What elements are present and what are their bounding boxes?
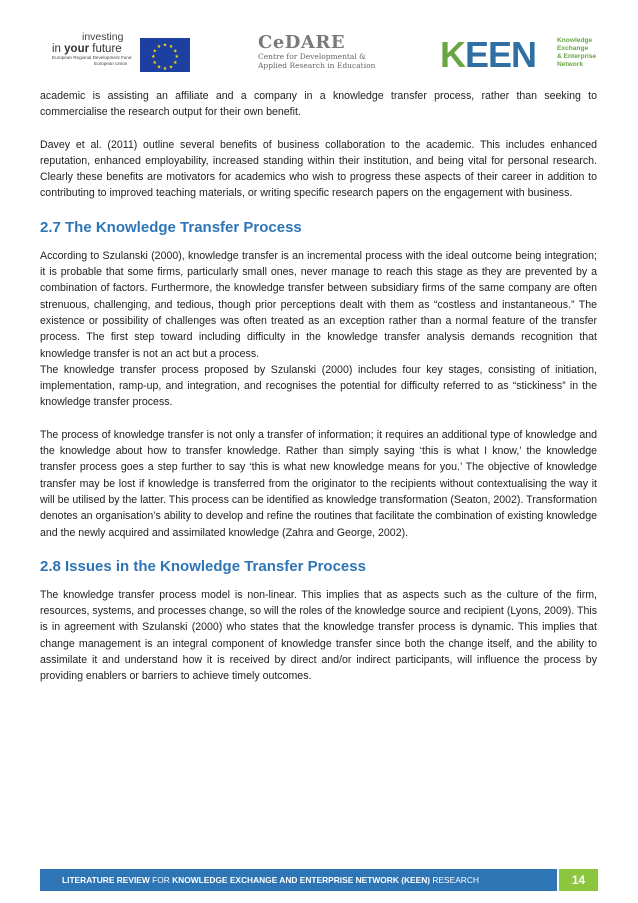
paragraph-gap [40,202,597,218]
investing-logo-text [52,32,138,67]
svg-text:★: ★ [168,44,174,50]
footer-title-part4: RESEARCH [430,875,479,885]
paragraph-gap [40,541,597,557]
investing-logo-your: your [64,43,90,55]
paragraph-gap [40,577,597,587]
document-body [40,88,597,685]
paragraph-3: According to Szulanski (2000), knowledge transfer is an incremental process with the ideal outcome being integration; it is probable that some firms, particularly small ones, never manage to reach this stage as they are prevented by a combination of factors. Furthermore, the knowledge transfer between subsidiary firms of the same company are often strenuous, challenging, and tedious, though prior perceptions dealt with them as “costless and instantaneous.” The existence or possibility of challenges was often treated as an exception rather than a normal feature of the transfer process. The first step toward including difficulty in the knowledge transfer analysis demands recognition that knowledge transfer is not an act but a process. [40,249,597,360]
paragraph-gap [40,411,597,427]
investing-logo-in: in [52,43,65,55]
svg-text:★: ★ [168,64,174,71]
cedare-logo-subtitle-2: Applied Research in Education [258,61,376,70]
page-header [0,0,638,90]
keen-logo [440,36,600,76]
svg-text:★: ★ [156,64,162,71]
footer-title-part2: FOR [152,875,170,885]
investing-logo-eu: European Union [94,61,128,66]
svg-text:★: ★ [174,54,180,61]
footer-bar [40,869,557,891]
investing-logo-line1: investing [82,31,124,43]
investing-logo-future: future [89,43,122,55]
footer-title-part3: KNOWLEDGE EXCHANGE AND ENTERPRISE NETWORK (KEEN) [169,875,431,885]
section-heading-2-7: 2.7 The Knowledge Transfer Process [40,218,302,236]
cedare-logo-subtitle-1: Centre for Developmental & [258,52,366,61]
svg-text:★: ★ [150,54,156,61]
eu-stars-icon [140,38,190,72]
keen-logo-sub-3: & Enterprise [557,53,597,60]
investing-logo-fund: European Regional Development Fund [52,55,132,60]
eu-flag-icon [140,38,190,72]
svg-text:★: ★ [162,42,168,49]
paragraph-5: The process of knowledge transfer is not only a transfer of information; it requires an additional type of knowledge and the knowledge about how to transfer knowledge. Rather than simply saying ‘this is what I know,’ the knowledge transfer process goes a step further to say ‘this is what new knowledge means for you.’ The objective of knowledge transfer may be lost if knowledge is transferred from the originator to the recipients without contextualising the way it will be utilised by the latter. This process can be identified as knowledge transformation (Seaton, 2002). Transformation denotes an organisation’s ability to develop and refine the routines that facilitate the combination of existing knowledge and the newly acquired and assimilated knowledge (Zahra and George, 2002). [40,428,597,539]
footer-title-part1: LITERATURE REVIEW [62,875,153,885]
svg-text:★: ★ [173,48,178,55]
paragraph-gap [40,121,597,137]
page-number: 14 [559,869,598,891]
svg-text:★: ★ [156,44,162,50]
paragraph-2: Davey et al. (2011) outline several benefits of business collaboration to the academic. This includes enhanced reputation, enhanced employability, increased standing within their institution, and being vital for personal research. Clearly these benefits are motivators for academics who wish to progress these aspects of their career in addition to contributing to improved teaching materials, or writing specific research papers on the engagement with business. [40,138,597,200]
keen-logo-sub-2: Exchange [557,45,589,52]
investing-in-your-future-logo [52,32,192,76]
paragraph-4: The knowledge transfer process proposed by Szulanski (2000) includes four key stages, consisting of initiation, implementation, ramp-up, and integration, and recognises the potential for difficulty referred to as “stickiness” in the knowledge transfer process. [40,363,597,409]
paragraph-gap [40,238,597,248]
keen-logo-wordmark [440,36,536,74]
cedare-logo [258,34,398,74]
svg-text:★: ★ [152,48,157,55]
svg-text:★: ★ [173,60,178,66]
keen-logo-sub-1: Knowledge [557,37,593,44]
investing-logo-line2 [52,43,138,55]
paragraph-1: academic is assisting an affiliate and a company in a knowledge transfer process, rather than seeking to commercialise the research output for their own benefit. [40,90,597,119]
svg-text:★: ★ [162,65,168,72]
page-footer [40,869,598,891]
keen-logo-subtitle [557,37,596,69]
footer-title [62,875,479,885]
keen-logo-een: EEN [465,34,537,75]
section-heading-2-8: 2.8 Issues in the Knowledge Transfer Process [40,557,366,575]
paragraph-6: The knowledge transfer process model is non-linear. This implies that as aspects such as the culture of the firm, resources, systems, and processes change, so will the roles of the knowledge source and recipient (Lyons, 2009). This is in agreement with Szulanski (2000) who states that the knowledge transfer process is dynamic. This implies that change management is an integral component of knowledge transfer since both the change itself, and the ability to assimilate it and understand how it is received by direct and/or indirect participants, will influence the process by providing enablers or barriers to achieve timely outcomes. [40,588,597,683]
keen-logo-k: K [440,34,465,75]
keen-logo-sub-4: Network [557,61,584,68]
cedare-logo-name: CeDARE [258,32,346,53]
svg-text:★: ★ [152,60,157,66]
